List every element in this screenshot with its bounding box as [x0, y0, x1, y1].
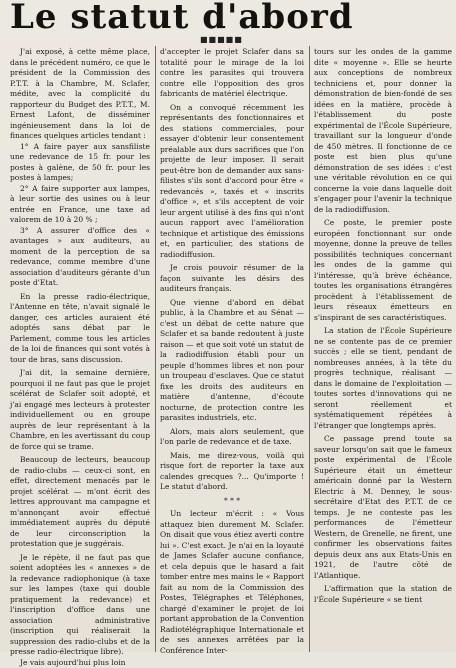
- article-column-3: [314, 47, 452, 652]
- paragraph: Ce poste, le premier poste européen fonctionnant sur onde moyenne, donne la preuve de telles possibilités techniques concernant les ondes de la gamme qui l'intéresse, qu'à brève échéance, toutes les organisations étrangères procèdent à l'établissement de leurs réseaux émetteurs en s'inspirant de ses caractéristiques.: [314, 218, 452, 323]
- headline-ornament: ■■■■■: [200, 35, 243, 44]
- paragraph: 1° A faire payer aux sansfiliste une redevance de 15 fr. pour les postes à galène, de 50 fr. pour les postes à lampes;: [10, 142, 150, 184]
- paragraph: On a convoqué récemment les représentants des fonctionnaires et des stations commerciales, pour essayer d'obtenir leur consentement préalable aux durs sacrifices que l'on projette de leur imposer. Il serait peut-être bon de demander aux sans-filistes s'ils sont d'accord pour être « redevancés », taxés et « inscrits d'office », et s'ils acceptent de voir leur argent utilisé à des fins qui n'ont aucun rapport avec l'amélioration technique et artistique des émissions et, en particulier, des stations de radiodiffusion.: [160, 103, 304, 261]
- paragraph: tours sur les ondes de la gamme dite « moyenne ». Elle se heurte aux conceptions de nombreux techniciens et, pour donner la démonstration de bien-fondé de ses idées en la matière, procède à l'établissement du poste expérimental de l'École Supérieure, travaillant sur la longueur d'onde de 450 mètres. Il fonctionne de ce poste est bien plus qu'une démonstration de ses idées : c'est une véritable révolution en ce qui concerne la voie dans laquelle doit s'engager pour l'avenir la technique de la radiodiffusion.: [314, 47, 452, 215]
- paragraph: En la presse radio-électrique, l'Antenne en tête, n'avait signalé le danger, ces articles auraient été adoptés sans débat par le Parlement, comme tous les articles de la loi de finances qui sont votés à tour de bras, sans discussion.: [10, 292, 150, 366]
- paragraph: Que vienne d'abord en débat public, à la Chambre et au Sénat — c'est un débat de cette nature que Sclafer et sa bande redoutent à juste raison — et que soit voté un statut de la radiodiffusion établi pour un peuple d'hommes libres et non pour un troupeau d'esclaves. Que ce statut fixe les droits des auditeurs en matière d'antenne, d'écoute nocturne, de protection contre les parasites industriels, etc.: [160, 298, 304, 424]
- section-separator: * * *: [160, 496, 304, 507]
- paragraph: Alors, mais alors seulement, que l'on parle de redevance et de taxe.: [160, 427, 304, 448]
- paragraph: Mais, me direz-vous, voilà qui risque fort de reporter la taxe aux calendes grecques ?... Qu'importe ! Le statut d'abord.: [160, 451, 304, 493]
- paragraph: Je crois pouvoir résumer de la façon suivante les désirs des auditeurs français.: [160, 263, 304, 295]
- paragraph: J'ai exposé, à cette même place, dans le précédent numéro, ce que le président de la Commission des P.T.T. à la Chambre, M. Sclafer, médite, avec la complicité du rapporteur du Budget des P.T.T., M. Ernest Lafont, de disséminer ingénieusement dans la loi de finances quelques articles tendant :: [10, 47, 150, 142]
- column-rule: [309, 46, 310, 652]
- paragraph: 2° A faire supporter aux lampes, à leur sortie des usines ou à leur entrée en France, une taxe ad valorem de 10 à 20 % ;: [10, 184, 150, 226]
- article-column-1: [10, 47, 150, 652]
- paragraph: L'affirmation que la station de l'École Supérieure « se tient: [314, 584, 452, 605]
- paragraph: La station de l'École Supérieure ne se contente pas de ce premier succès ; elle se tient, pendant de nombreuses années, à la tête du progrès technique, réalisant — dans le domaine de l'exploitation — toutes sortes d'innovations qui ne seront réellement et systématiquement répétées à l'étranger que longtemps après.: [314, 326, 452, 431]
- paragraph: Je le répète, il ne faut pas que soient adoptées les « annexes » de la redevance radiophonique (à taxe sur les lampes (taxe qui double pratiquement la redevance) et l'inscription d'office dans une association administrative (inscription qui réaliserait la suppression des radio-clubs et de la presse radio-électrique libre).: [10, 553, 150, 658]
- paragraph: d'accepter le projet Sclafer dans sa totalité pour le mirage de la loi contre les parasites qui trouvera contre elle l'opposition des gros fabricants de matériel électrique.: [160, 47, 304, 100]
- paragraph: 3° A assurer d'office des « avantages » aux auditeurs, au moment de la perception de sa redevance, comme membre d'une association d'auditeurs gérante d'un poste d'Etat.: [10, 226, 150, 289]
- article-column-2: [160, 47, 304, 652]
- paragraph: J'ai dit, la semaine dernière, pourquoi il ne faut pas que le projet scélérat de Sclafer soit adopté, et j'ai engagé mes lecteurs à protester individuellement ou en groupe auprès de leur représentant à la Chambre, en les avertissant du coup de force qui se trame.: [10, 368, 150, 452]
- paragraph: Un lecteur m'écrit : « Vous attaquez bien durement M. Sclafer. On disait que vous étiez averti contre lui ». C'est exact. Je n'ai en la loyauté de James Sclafer aucune confiance, et cela depuis que le hasard a fait tomber entre mes mains le « Rapport fait au nom de la Commission des Postes, Télégraphes et Téléphones, chargé d'examiner le projet de loi portant approbation de la Convention Radiotélégraphique Internationale et de ses annexes arrêtées par la Conférence Inter-: [160, 509, 304, 656]
- headline: Le statut d'abord: [10, 0, 456, 34]
- column-rule: [155, 46, 156, 652]
- paragraph: Beaucoup de lecteurs, beaucoup de radio-clubs — ceux-ci sont, en effet, directement menacés par le projet scélérat — m'ont écrit des lettres approuvant ma campagne et m'annonçant avoir effectué immédiatement auprès du député de leur circonscription la protestation que je suggérais.: [10, 455, 150, 550]
- paragraph: Ce passage prend toute sa saveur lorsqu'on sait que le fameux poste expérimental de l'École Supérieure était un émetteur américain donné par la Western Electric à M. Denney, le sous-secrétaire d'Etat des P.T.T. de ce temps. Je ne conteste pas les performances de l'émetteur Western, de Grenelle, ne firent, une confirmer les observations faites depuis deux ans aux Etats-Unis en 1921, de l'autre côté de l'Atlantique.: [314, 434, 452, 581]
- paragraph: Je vais aujourd'hui plus loin: [10, 658, 150, 668]
